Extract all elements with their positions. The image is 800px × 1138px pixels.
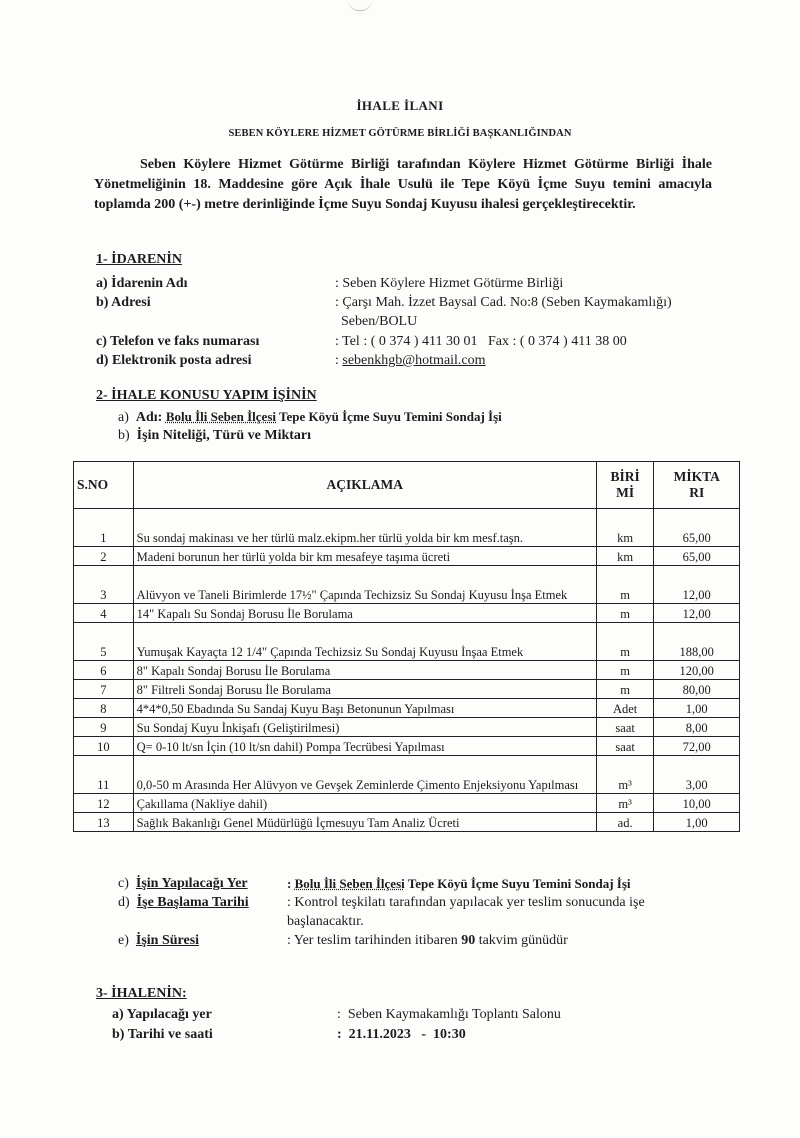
work-location-colon: : xyxy=(287,876,292,891)
header-quantity-line1: MİKTA xyxy=(673,469,720,484)
sno-cell: 13 xyxy=(74,813,134,832)
admin-name-label: a) İdarenin Adı xyxy=(96,276,188,291)
header-unit-line2: Mİ xyxy=(616,485,635,500)
work-location-rest: Tepe Köyü İçme Suyu Temini Sondaj İşi xyxy=(404,876,631,891)
sno-cell: 12 xyxy=(74,794,134,813)
punch-hole-mark xyxy=(348,0,372,11)
admin-phone-label: c) Telefon ve faks numarası xyxy=(96,334,260,349)
work-type-row xyxy=(118,426,311,445)
table-row xyxy=(74,680,740,699)
quantity-cell: 80,00 xyxy=(654,680,740,699)
table-row xyxy=(74,813,740,832)
quantity-cell: 188,00 xyxy=(654,623,740,661)
sno-cell: 9 xyxy=(74,718,134,737)
admin-email-link[interactable]: sebenkhgb@hotmail.com xyxy=(342,353,486,368)
work-location-letter: c) xyxy=(118,876,129,891)
sno-cell: 6 xyxy=(74,661,134,680)
quantity-cell: 1,00 xyxy=(654,699,740,718)
description-cell: 4*4*0,50 Ebadında Su Sandaj Kuyu Başı Betonunun Yapılması xyxy=(133,699,596,718)
description-cell: Madeni borunun her türlü yolda bir km mesafeye taşıma ücreti xyxy=(133,547,596,566)
duration-post: takvim günüdür xyxy=(475,933,568,948)
quantity-cell: 1,00 xyxy=(654,813,740,832)
work-location-label: İşin Yapılacağı Yer xyxy=(135,876,248,891)
header-quantity-line2: RI xyxy=(689,485,705,500)
unit-cell: km xyxy=(596,509,654,547)
sno-cell: 11 xyxy=(74,756,134,794)
duration-row xyxy=(118,931,199,950)
unit-cell: km xyxy=(596,547,654,566)
work-items-table xyxy=(73,461,740,832)
header-sno: S.NO xyxy=(74,462,134,509)
table-row xyxy=(74,509,740,547)
section3-heading: 3- İHALENİN: xyxy=(96,986,187,1001)
quantity-cell: 10,00 xyxy=(654,794,740,813)
unit-cell: m³ xyxy=(596,756,654,794)
work-name-label: Adı: xyxy=(135,410,163,425)
quantity-cell: 12,00 xyxy=(654,566,740,604)
work-name-value: Tepe Köyü İçme Suyu Temini Sondaj İşi xyxy=(276,409,502,424)
unit-cell: m xyxy=(596,680,654,699)
unit-cell: ad. xyxy=(596,813,654,832)
quantity-cell: 65,00 xyxy=(654,509,740,547)
sno-cell: 5 xyxy=(74,623,134,661)
header-description: AÇIKLAMA xyxy=(133,462,596,509)
table-row xyxy=(74,718,740,737)
description-cell: Alüvyon ve Taneli Birimlerde 17½" Çapında Techizsiz Su Sondaj Kuyusu İnşa Etmek xyxy=(133,566,596,604)
admin-email-label: d) Elektronik posta adresi xyxy=(96,353,252,368)
work-location-value xyxy=(287,874,631,893)
unit-cell: m xyxy=(596,566,654,604)
sno-cell: 1 xyxy=(74,509,134,547)
sno-cell: 4 xyxy=(74,604,134,623)
admin-phone-value: : Tel : ( 0 374 ) 411 30 01 Fax : ( 0 374 ) 411 38 00 xyxy=(335,334,627,349)
admin-email-row xyxy=(335,351,486,370)
quantity-cell: 65,00 xyxy=(654,547,740,566)
admin-email-colon: : xyxy=(335,353,343,368)
admin-address-value: : Çarşı Mah. İzzet Baysal Cad. No:8 (Seben Kaymakamlığı) xyxy=(335,295,672,310)
description-cell: Yumuşak Kayaçta 12 1/4" Çapında Techizsiz Su Sondaj Kuyusu İnşaa Etmek xyxy=(133,623,596,661)
description-cell: Su Sondaj Kuyu İnkişafı (Geliştirilmesi) xyxy=(133,718,596,737)
description-cell: Çakıllama (Nakliye dahil) xyxy=(133,794,596,813)
unit-cell: m xyxy=(596,604,654,623)
header-unit xyxy=(596,462,654,509)
quantity-cell: 72,00 xyxy=(654,737,740,756)
work-type-letter: b) xyxy=(118,428,130,443)
sno-cell: 2 xyxy=(74,547,134,566)
table-row xyxy=(74,623,740,661)
header-quantity xyxy=(654,462,740,509)
table-row xyxy=(74,661,740,680)
duration-pre: : Yer teslim tarihinden itibaren xyxy=(287,933,462,948)
table-header-row xyxy=(74,462,740,509)
table-row xyxy=(74,756,740,794)
duration-letter: e) xyxy=(118,933,129,948)
start-date-row xyxy=(118,893,249,912)
tender-date-label: b) Tarihi ve saati xyxy=(112,1027,213,1042)
unit-cell: m³ xyxy=(596,794,654,813)
table-row xyxy=(74,566,740,604)
unit-cell: m xyxy=(596,623,654,661)
start-date-value: : Kontrol teşkilatı tarafından yapılacak yer teslim sonucunda işe xyxy=(287,895,645,910)
description-cell: Q= 0-10 lt/sn İçin (10 lt/sn dahil) Pompa Tecrübesi Yapılması xyxy=(133,737,596,756)
sno-cell: 10 xyxy=(74,737,134,756)
unit-cell: saat xyxy=(596,737,654,756)
description-cell: Sağlık Bakanlığı Genel Müdürlüğü İçmesuyu Tam Analiz Ücreti xyxy=(133,813,596,832)
table-row xyxy=(74,604,740,623)
intro-paragraph: Seben Köylere Hizmet Götürme Birliği tarafından Köylere Hizmet Götürme Birliği İhale Yönetmeliğinin 18. Maddesine göre Açık İhale Usulü ile Tepe Köyü İçme Suyu temini amacıyla toplamda 200 (+-) metre derinliğinde İçme Suyu Sondaj Kuyusu ihalesi gerçekleştirecektir. xyxy=(94,157,712,212)
tender-place-value: : Seben Kaymakamlığı Toplantı Salonu xyxy=(337,1007,561,1022)
quantity-cell: 3,00 xyxy=(654,756,740,794)
description-cell: 8" Filtreli Sondaj Borusu İle Borulama xyxy=(133,680,596,699)
work-location-place: Bolu İli Seben İlçesi xyxy=(294,876,405,891)
document-subtitle: SEBEN KÖYLERE HİZMET GÖTÜRME BİRLİĞİ BAŞKANLIĞINDAN xyxy=(228,128,572,139)
duration-value xyxy=(287,931,568,950)
description-cell: Su sondaj makinası ve her türlü malz.ekipm.her türlü yolda bir km mesf.taşn. xyxy=(133,509,596,547)
description-cell: 14" Kapalı Su Sondaj Borusu İle Borulama xyxy=(133,604,596,623)
quantity-cell: 8,00 xyxy=(654,718,740,737)
sno-cell: 3 xyxy=(74,566,134,604)
admin-address-city: Seben/BOLU xyxy=(341,314,418,329)
section1-heading: 1- İDARENİN xyxy=(96,252,182,267)
tender-date-value: : 21.11.2023 - 10:30 xyxy=(337,1027,466,1042)
unit-cell: saat xyxy=(596,718,654,737)
admin-name-value: : Seben Köylere Hizmet Götürme Birliği xyxy=(335,276,564,291)
table-row xyxy=(74,737,740,756)
work-name-location: Bolu İli Seben İlçesi xyxy=(165,409,277,424)
duration-label: İşin Süresi xyxy=(135,933,200,948)
work-location-row xyxy=(118,874,248,893)
work-type-label: İşin Niteliği, Türü ve Miktarı xyxy=(136,428,312,443)
quantity-cell: 12,00 xyxy=(654,604,740,623)
unit-cell: m xyxy=(596,661,654,680)
work-name-row xyxy=(118,407,502,427)
document-title: İHALE İLANI xyxy=(356,98,444,113)
description-cell: 0,0-50 m Arasında Her Alüvyon ve Gevşek Zeminlerde Çimento Enjeksiyonu Yapılması xyxy=(133,756,596,794)
start-date-letter: d) xyxy=(118,895,130,910)
sno-cell: 8 xyxy=(74,699,134,718)
header-unit-line1: BİRİ xyxy=(610,469,640,484)
unit-cell: Adet xyxy=(596,699,654,718)
tender-place-label: a) Yapılacağı yer xyxy=(112,1007,212,1022)
description-cell: 8" Kapalı Sondaj Borusu İle Borulama xyxy=(133,661,596,680)
section2-heading: 2- İHALE KONUSU YAPIM İŞİNİN xyxy=(96,388,317,403)
table-row xyxy=(74,794,740,813)
start-date-label: İşe Başlama Tarihi xyxy=(136,895,249,910)
work-name-letter: a) xyxy=(118,410,129,425)
table-row xyxy=(74,699,740,718)
table-row xyxy=(74,547,740,566)
start-date-value-cont: başlanacaktır. xyxy=(287,914,364,929)
quantity-cell: 120,00 xyxy=(654,661,740,680)
sno-cell: 7 xyxy=(74,680,134,699)
duration-days: 90 xyxy=(461,933,476,948)
admin-address-label: b) Adresi xyxy=(96,295,151,310)
